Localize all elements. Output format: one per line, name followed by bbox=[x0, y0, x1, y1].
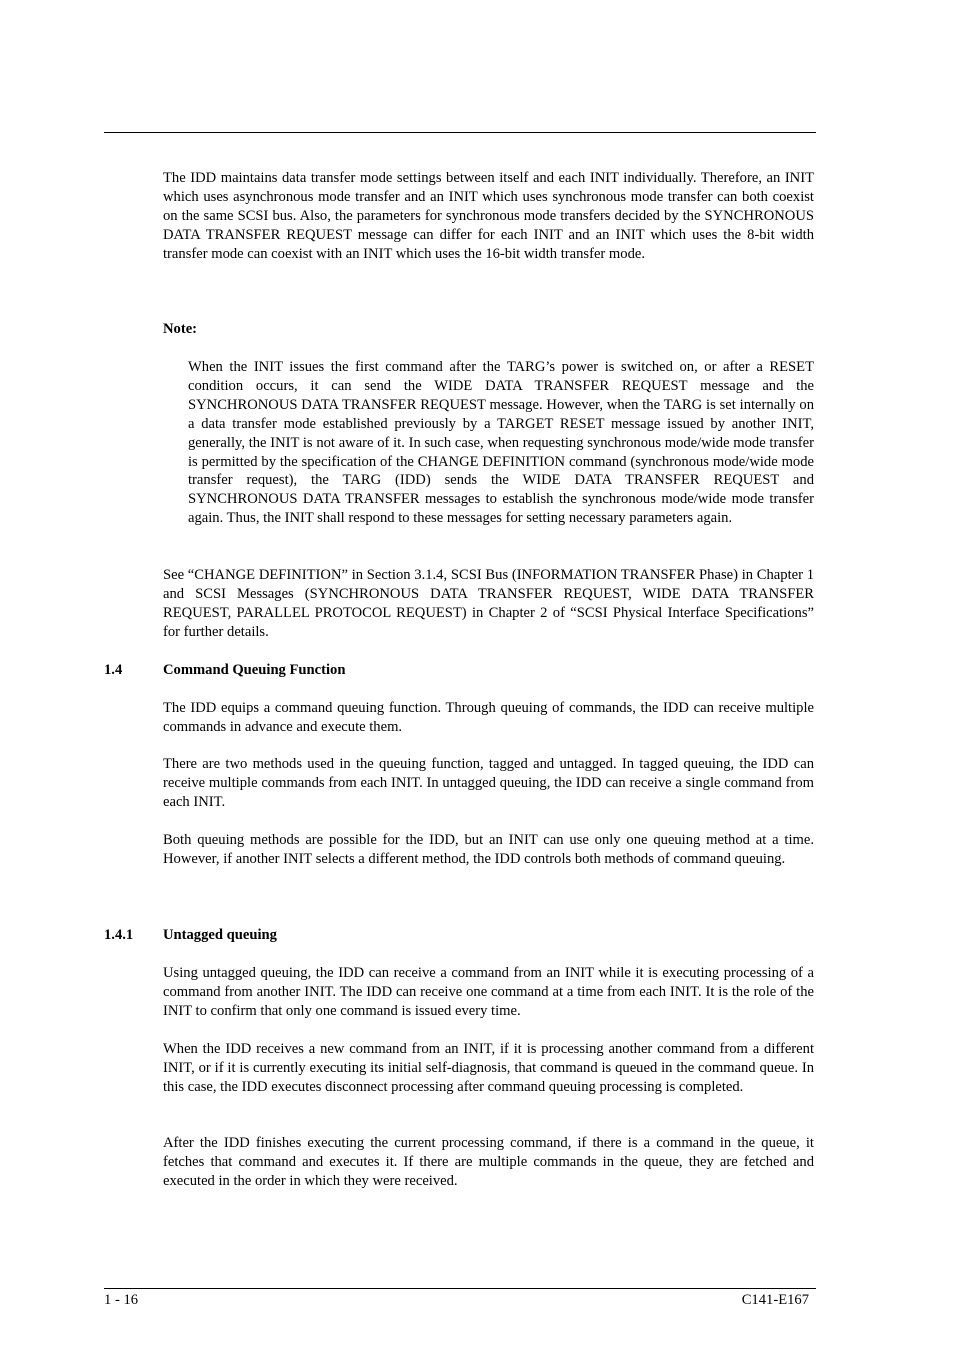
footer-rule bbox=[104, 1288, 816, 1289]
see-also-paragraph: See “CHANGE DEFINITION” in Section 3.1.4, SCSI Bus (INFORMATION TRANSFER Phase) in Chapter 1 and SCSI Messages (SYNCHRONOUS DATA TRANSFER REQUEST, WIDE DATA TRANSFER REQUEST, PARALLEL PROTOCOL REQUEST) in Chapter 2 of “SCSI Physical Interface Specifications” for further details. bbox=[163, 567, 814, 640]
paragraph-queuing-intro: The IDD equips a command queuing function. Through queuing of commands, the IDD can receive multiple commands in advance and execute them. bbox=[163, 700, 814, 735]
note-label: Note: bbox=[163, 321, 198, 337]
paragraph-transfer-modes: The IDD maintains data transfer mode settings between itself and each INIT individually. Therefore, an INIT which uses asynchronous mode transfer and an INIT which uses synchronous mode transfer can both coexist on the same SCSI bus. Also, the parameters for synchronous mode transfers decided by the SYNCHRONOUS DATA TRANSFER REQUEST message can differ for each INIT and an INIT which uses the 8-bit width transfer mode can coexist with an INIT which uses the 16-bit width transfer mode. bbox=[163, 170, 814, 262]
document-code: C141-E167 bbox=[741, 1292, 809, 1308]
paragraph-queuing-both: Both queuing methods are possible for the IDD, but an INIT can use only one queuing method at a time. However, if another INIT selects a different method, the IDD controls both methods of command queuing. bbox=[163, 832, 814, 867]
section-heading-1-4 bbox=[104, 661, 345, 680]
section-number: 1.4 bbox=[104, 662, 123, 678]
section-number: 1.4.1 bbox=[104, 927, 134, 943]
section-heading-1-4-1 bbox=[104, 926, 277, 945]
section-title: Untagged queuing bbox=[163, 927, 277, 943]
page-number: 1 - 16 bbox=[104, 1292, 139, 1308]
note-paragraph: When the INIT issues the first command after the TARG’s power is switched on, or after a RESET condition occurs, it can send the WIDE DATA TRANSFER REQUEST message and the SYNCHRONOUS DATA TRANSFER REQUEST message. However, when the TARG is set internally on a data transfer mode established previously by a TARGET RESET message issued by another INIT, generally, the INIT is not aware of it. In such case, when requesting synchronous mode/wide mode transfer is permitted by the specification of the CHANGE DEFINITION command (synchronous mode/wide mode transfer request), the TARG (IDD) sends the WIDE DATA TRANSFER REQUEST and SYNCHRONOUS DATA TRANSFER messages to establish the synchronous mode/wide mode transfer again. Thus, the INIT shall respond to these messages for setting necessary parameters again. bbox=[188, 359, 814, 527]
paragraph-untagged-receive: When the IDD receives a new command from an INIT, if it is processing another command from a different INIT, or if it is currently executing its initial self-diagnosis, that command is queued in the command queue. In this case, the IDD executes disconnect processing after command queuing processing is completed. bbox=[163, 1041, 814, 1095]
paragraph-untagged-intro: Using untagged queuing, the IDD can receive a command from an INIT while it is executing processing of a command from another INIT. The IDD can receive one command at a time from each INIT. It is the role of the INIT to confirm that only one command is issued every time. bbox=[163, 965, 814, 1019]
header-rule bbox=[104, 132, 816, 133]
paragraph-queuing-methods: There are two methods used in the queuing function, tagged and untagged. In tagged queuing, the IDD can receive multiple commands from each INIT. In untagged queuing, the IDD can receive a single command from each INIT. bbox=[163, 756, 814, 810]
section-title: Command Queuing Function bbox=[163, 662, 346, 678]
paragraph-untagged-execute: After the IDD finishes executing the current processing command, if there is a command in the queue, it fetches that command and executes it. If there are multiple commands in the queue, they are fetched and executed in the order in which they were received. bbox=[163, 1135, 814, 1189]
